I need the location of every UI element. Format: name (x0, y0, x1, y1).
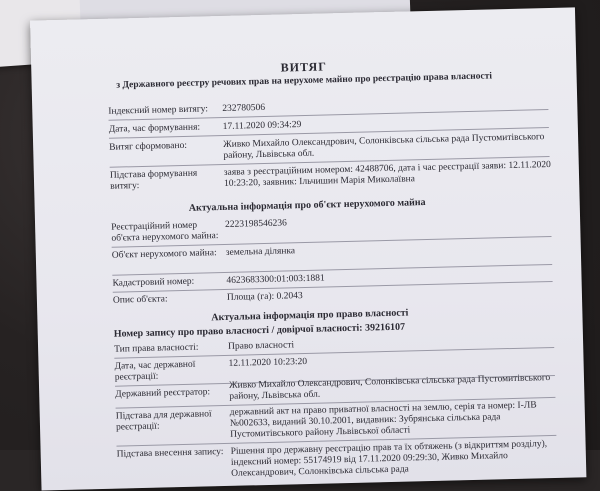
field-value-object-description: Площа (га): 0.2043 (226, 291, 303, 303)
field-label-entry-basis: Підстава внесення запису: (116, 447, 224, 460)
field-value-formed-datetime: 17.11.2020 09:34:29 (222, 120, 302, 132)
field-label-ownership-type: Тип права власності: (114, 342, 199, 355)
document-page (30, 7, 586, 490)
field-label-extract-index: Індексний номер витягу: (108, 104, 209, 117)
field-label-registration-basis: Підстава для державної реєстрації: (115, 409, 212, 433)
section-heading-object: Актуальна інформація про об'єкт нерухомого майна (188, 197, 426, 214)
document-subtitle: з Державного реєстру речових прав на нерухоме майно про реєстрацію права власності (116, 71, 493, 91)
field-value-registration-number: 2223198546236 (225, 218, 287, 230)
field-label-cadastral-number: Кадастровий номер: (112, 276, 195, 289)
field-value-registration-basis: державний акт на право приватної власності на землю, серія та номер: І-ЛВ №002633, виданий 30.10.2001, видавник: Зубрянська сільська рада Пустомитівського району Львівської області (229, 400, 537, 440)
field-label-object-description: Опис об'єкта: (112, 294, 168, 306)
field-value-formation-basis: заява з реєстраційним номером: 42488706, дата і час реєстрації заяви: 12.11.2020 10:23:20, заявник: Ільчишин Марія Миколаївна (223, 159, 551, 189)
field-value-ownership-type: Право власності (227, 340, 295, 352)
field-value-cadastral-number: 4623683300:01:003:1881 (226, 273, 325, 286)
field-label-registration-datetime: Дата, час державної реєстрації: (114, 359, 196, 383)
field-label-registration-number: Реєстраційний номер об'єкта нерухомого майна: (111, 220, 219, 244)
field-value-object-type: земельна ділянка (225, 246, 296, 258)
field-label-formation-basis: Підстава формування витягу: (109, 168, 198, 192)
field-label-formed-datetime: Дата, час формування: (108, 122, 201, 135)
field-value-entry-basis: Рішення про державну реєстрацію прав та їх обтяжень (з відкриттям розділу), індексний номер: 55174919 від 17.11.2020 09:29:30, Живко Михайло Олександрович, Солонківська сільська рада (230, 439, 548, 479)
field-value-registration-datetime: 12.11.2020 10:23:20 (228, 356, 308, 369)
field-label-formed-by: Витяг сформовано: (109, 140, 188, 153)
ownership-record-number: Номер запису про право власності / довірчої власності: 39216107 (113, 321, 406, 340)
field-value-extract-index: 232780506 (222, 102, 266, 114)
field-value-state-registrar: Живко Михайло Олександрович, Солонківська сільська рада Пустомитівського району, Львівська обл. (228, 373, 551, 402)
section-heading-ownership: Актуальна інформація про право власності (211, 307, 409, 324)
document-title: ВИТЯГ (280, 59, 328, 75)
field-label-state-registrar: Державний реєстратор: (115, 387, 211, 400)
field-value-formed-by: Живко Михайло Олександрович, Солонківська сільська рада Пустомитівського району, Львівська обл. (223, 132, 545, 161)
field-label-object-type: Об'єкт нерухомого майна: (111, 248, 217, 261)
